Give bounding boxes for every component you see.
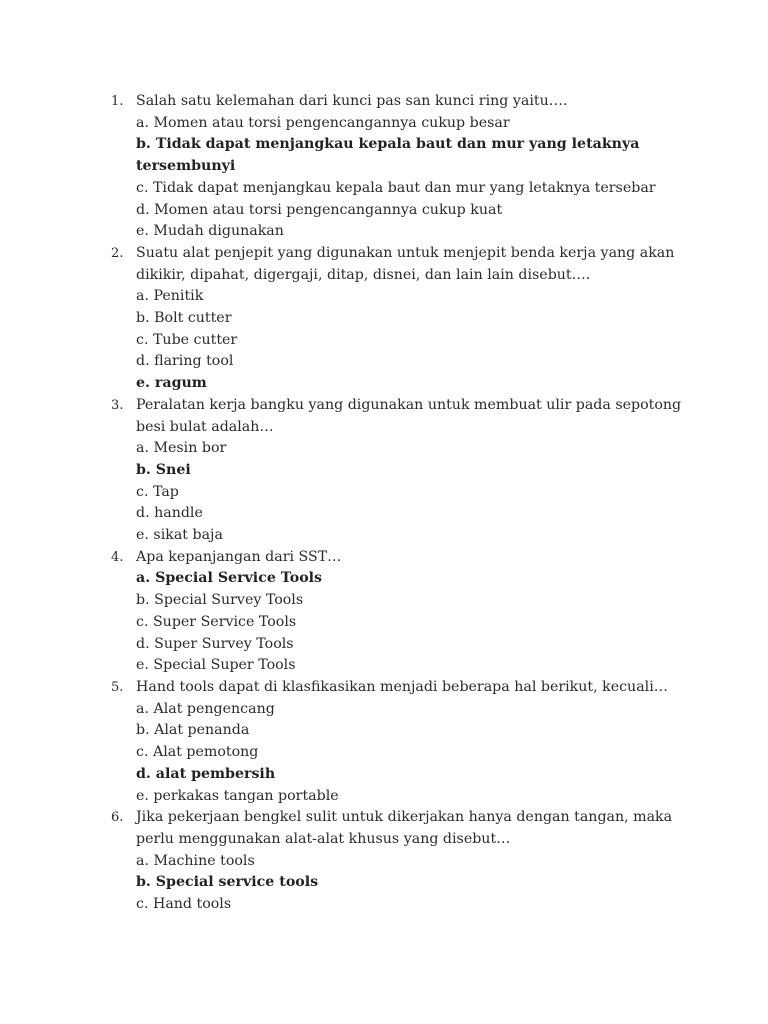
question-6 <box>0 807 684 916</box>
answer-option: c. Hand tools <box>136 896 232 913</box>
question-text: Jika pekerjaan bengkel sulit untuk dikerjakan hanya dengan tangan, maka perlu menggunakan alat-alat khusus yang disebut… <box>136 809 673 847</box>
answer-option: c. Tap <box>136 483 179 500</box>
answer-option-correct: e. ragum <box>136 375 207 392</box>
answer-option: c. Super Service Tools <box>136 613 297 630</box>
answer-option: d. handle <box>136 505 203 522</box>
question-number: 5. <box>111 679 124 695</box>
question-text: Peralatan kerja bangku yang digunakan untuk membuat ulir pada sepotong besi bulat adalah… <box>136 396 682 435</box>
answer-option: c. Alat pemotong <box>136 744 259 761</box>
answer-option: a. Mesin bor <box>136 440 227 457</box>
question-4 <box>0 547 684 677</box>
answer-option-correct: b. Tidak dapat menjangkau kepala baut dan mur yang letaknya tersembunyi <box>136 136 640 175</box>
question-text: Hand tools dapat di klasfikasikan menjadi beberapa hal berikut, kecuali… <box>136 678 668 695</box>
answer-option: a. Machine tools <box>136 852 255 869</box>
question-text: Apa kepanjangan dari SST… <box>136 548 342 565</box>
question-number: 3. <box>111 397 124 413</box>
answer-option: b. Special Survey Tools <box>136 592 304 609</box>
answer-option: d. Super Survey Tools <box>136 635 294 652</box>
answer-option: a. Momen atau torsi pengencangannya cukup besar <box>136 114 510 131</box>
question-number: 6. <box>111 810 124 826</box>
question-number: 4. <box>111 549 124 565</box>
question-2 <box>0 243 684 395</box>
question-number: 1. <box>111 94 124 109</box>
answer-option: d. Momen atau torsi pengencangannya cukup kuat <box>136 201 503 218</box>
answer-option-correct: d. alat pembersih <box>136 765 276 782</box>
answer-option-correct: a. Special Service Tools <box>136 570 323 587</box>
answer-option: a. Alat pengencang <box>136 700 275 717</box>
answer-option: b. Bolt cutter <box>136 310 232 327</box>
question-text: Suatu alat penjepit yang digunakan untuk menjepit benda kerja yang akan dikikir, dipahat, digergaji, ditap, disnei, dan lain lain disebut…. <box>136 244 675 283</box>
answer-option: c. Tidak dapat menjangkau kepala baut dan mur yang letaknya tersebar <box>136 179 656 196</box>
answer-option-correct: b. Snei <box>136 461 191 478</box>
answer-option: e. Mudah digunakan <box>136 223 284 240</box>
answer-option: a. Penitik <box>136 288 204 305</box>
question-3 <box>0 395 684 547</box>
question-list <box>0 91 768 916</box>
answer-option: c. Tube cutter <box>136 331 238 348</box>
answer-option-correct: b. Special service tools <box>136 874 319 891</box>
answer-option: e. Special Super Tools <box>136 657 296 674</box>
question-number: 2. <box>111 245 124 261</box>
answer-option: e. perkakas tangan portable <box>136 787 339 804</box>
question-5 <box>0 677 684 807</box>
question-1 <box>0 91 684 243</box>
answer-option: e. sikat baja <box>136 527 223 544</box>
answer-option: b. Alat penanda <box>136 722 250 739</box>
question-text: Salah satu kelemahan dari kunci pas san kunci ring yaitu…. <box>136 93 568 109</box>
answer-option: d. flaring tool <box>136 353 234 370</box>
